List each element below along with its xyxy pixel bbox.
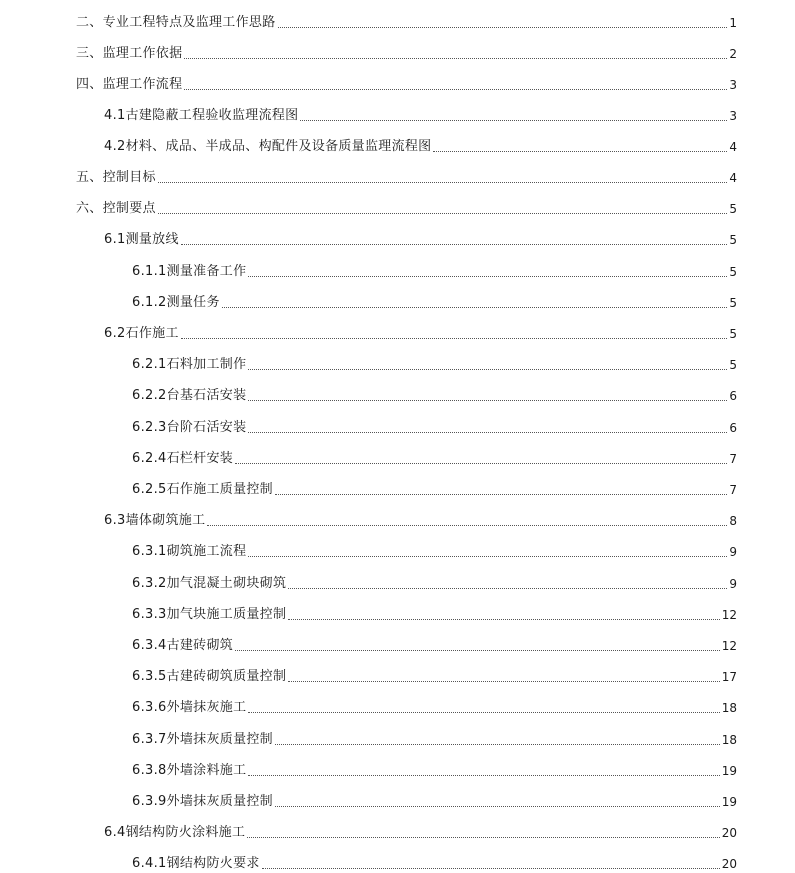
toc-page-number: 3 (729, 109, 737, 123)
toc-leader-dots (248, 369, 727, 370)
toc-page-number: 5 (729, 296, 737, 310)
toc-leader-dots (235, 650, 720, 651)
toc-page-number: 19 (721, 795, 737, 809)
toc-leader-dots (248, 556, 727, 557)
toc-leader-dots (275, 494, 727, 495)
toc-entry[interactable] (76, 166, 737, 186)
toc-leader-dots (207, 525, 727, 526)
toc-page-number: 12 (721, 639, 737, 653)
toc-entry-label: 6.3.8外墙涂料施工 (132, 763, 247, 778)
toc-entry[interactable] (76, 11, 737, 31)
toc-leader-dots (181, 338, 728, 339)
toc-entry-label: 6.3.4古建砖砌筑 (132, 638, 234, 653)
toc-entry-label: 6.2.2台基石活安装 (132, 388, 247, 403)
toc-entry-label: 6.2.3台阶石活安装 (132, 420, 247, 435)
toc-page-number: 9 (729, 545, 737, 559)
toc-entry[interactable] (76, 197, 737, 217)
toc-leader-dots (222, 307, 728, 308)
toc-entry-label: 4.1古建隐蔽工程验收监理流程图 (104, 108, 299, 123)
toc-entry[interactable] (132, 353, 737, 373)
toc-leader-dots (184, 89, 727, 90)
toc-entry-label: 6.1测量放线 (104, 232, 179, 247)
toc-entry-label: 6.2.4石栏杆安装 (132, 451, 234, 466)
toc-entry[interactable] (104, 509, 737, 529)
toc-entry[interactable] (132, 260, 737, 280)
toc-entry-label: 6.2.1石料加工制作 (132, 357, 247, 372)
toc-page-number: 5 (729, 358, 737, 372)
toc-entry[interactable] (104, 821, 737, 841)
toc-page-number: 5 (729, 233, 737, 247)
toc-leader-dots (248, 432, 727, 433)
toc-page-number: 20 (721, 857, 737, 871)
toc-leader-dots (288, 588, 727, 589)
toc-leader-dots (288, 619, 719, 620)
toc-leader-dots (433, 151, 727, 152)
toc-entry[interactable] (132, 291, 737, 311)
toc-leader-dots (184, 58, 727, 59)
toc-leader-dots (278, 27, 728, 28)
toc-entry-label: 6.4.1钢结构防火要求 (132, 856, 260, 871)
toc-entry[interactable] (132, 665, 737, 685)
toc-entry-label: 6.3.9外墙抹灰质量控制 (132, 794, 273, 809)
toc-leader-dots (235, 463, 727, 464)
toc-leader-dots (275, 806, 720, 807)
toc-page-number: 5 (729, 202, 737, 216)
toc-leader-dots (300, 120, 727, 121)
toc-entry[interactable] (132, 759, 737, 779)
toc-leader-dots (248, 712, 719, 713)
toc-entry[interactable] (132, 416, 737, 436)
toc-page-number: 9 (729, 577, 737, 591)
toc-entry-label: 五、控制目标 (76, 170, 156, 185)
toc-page-number: 19 (721, 764, 737, 778)
toc-leader-dots (248, 775, 719, 776)
toc-page-number: 5 (729, 327, 737, 341)
toc-page-number: 7 (729, 483, 737, 497)
toc-page-number: 5 (729, 265, 737, 279)
toc-page-number: 4 (729, 171, 737, 185)
toc-leader-dots (158, 213, 728, 214)
toc-entry[interactable] (132, 572, 737, 592)
toc-entry-label: 6.1.1测量准备工作 (132, 264, 247, 279)
toc-entry-label: 4.2材料、成品、半成品、构配件及设备质量监理流程图 (104, 139, 432, 154)
toc-entry[interactable] (132, 478, 737, 498)
toc-entry[interactable] (104, 228, 737, 248)
toc-page-number: 6 (729, 421, 737, 435)
toc-entry[interactable] (132, 696, 737, 716)
toc-entry[interactable] (132, 852, 737, 872)
toc-page-number: 2 (729, 47, 737, 61)
toc-leader-dots (247, 837, 719, 838)
toc-entry-label: 6.3.5古建砖砌筑质量控制 (132, 669, 287, 684)
toc-entry-label: 6.2石作施工 (104, 326, 179, 341)
toc-page-number: 7 (729, 452, 737, 466)
toc-page-number: 18 (721, 701, 737, 715)
toc-leader-dots (288, 681, 719, 682)
toc-entry[interactable] (132, 634, 737, 654)
toc-leader-dots (158, 182, 728, 183)
toc-entry[interactable] (104, 104, 737, 124)
toc-entry-label: 6.2.5石作施工质量控制 (132, 482, 273, 497)
toc-entry-label: 6.1.2测量任务 (132, 295, 220, 310)
toc-entry-label: 6.3墙体砌筑施工 (104, 513, 206, 528)
toc-entry[interactable] (76, 73, 737, 93)
toc-entry[interactable] (132, 790, 737, 810)
toc-page-number: 8 (729, 514, 737, 528)
toc-page-number: 6 (729, 389, 737, 403)
toc-page-number: 1 (729, 16, 737, 30)
toc-page-number: 20 (721, 826, 737, 840)
toc-entry-label: 三、监理工作依据 (76, 46, 183, 61)
toc-entry-label: 6.3.6外墙抹灰施工 (132, 700, 247, 715)
toc-leader-dots (248, 276, 727, 277)
toc-entry[interactable] (132, 447, 737, 467)
toc-page-number: 12 (721, 608, 737, 622)
toc-entry-label: 6.3.2加气混凝土砌块砌筑 (132, 576, 287, 591)
toc-page-number: 4 (729, 140, 737, 154)
toc-entry-label: 6.3.7外墙抹灰质量控制 (132, 732, 273, 747)
toc-entry-label: 6.3.1砌筑施工流程 (132, 544, 247, 559)
toc-entry[interactable] (76, 42, 737, 62)
toc-entry-label: 二、专业工程特点及监理工作思路 (76, 15, 276, 30)
toc-entry[interactable] (132, 540, 737, 560)
toc-entry[interactable] (104, 322, 737, 342)
toc-leader-dots (262, 868, 720, 869)
toc-page-number: 3 (729, 78, 737, 92)
toc-leader-dots (275, 744, 720, 745)
toc-entry[interactable] (132, 603, 737, 623)
toc-page-number: 17 (721, 670, 737, 684)
toc-entry-label: 6.3.3加气块施工质量控制 (132, 607, 287, 622)
toc-entry-label: 四、监理工作流程 (76, 77, 183, 92)
toc-entry-label: 六、控制要点 (76, 201, 156, 216)
toc-entry[interactable] (104, 135, 737, 155)
toc-entry[interactable] (132, 384, 737, 404)
toc-page-number: 18 (721, 733, 737, 747)
toc-entry-label: 6.4钢结构防火涂料施工 (104, 825, 246, 840)
toc-leader-dots (248, 400, 727, 401)
toc-leader-dots (181, 244, 728, 245)
toc-entry[interactable] (132, 728, 737, 748)
